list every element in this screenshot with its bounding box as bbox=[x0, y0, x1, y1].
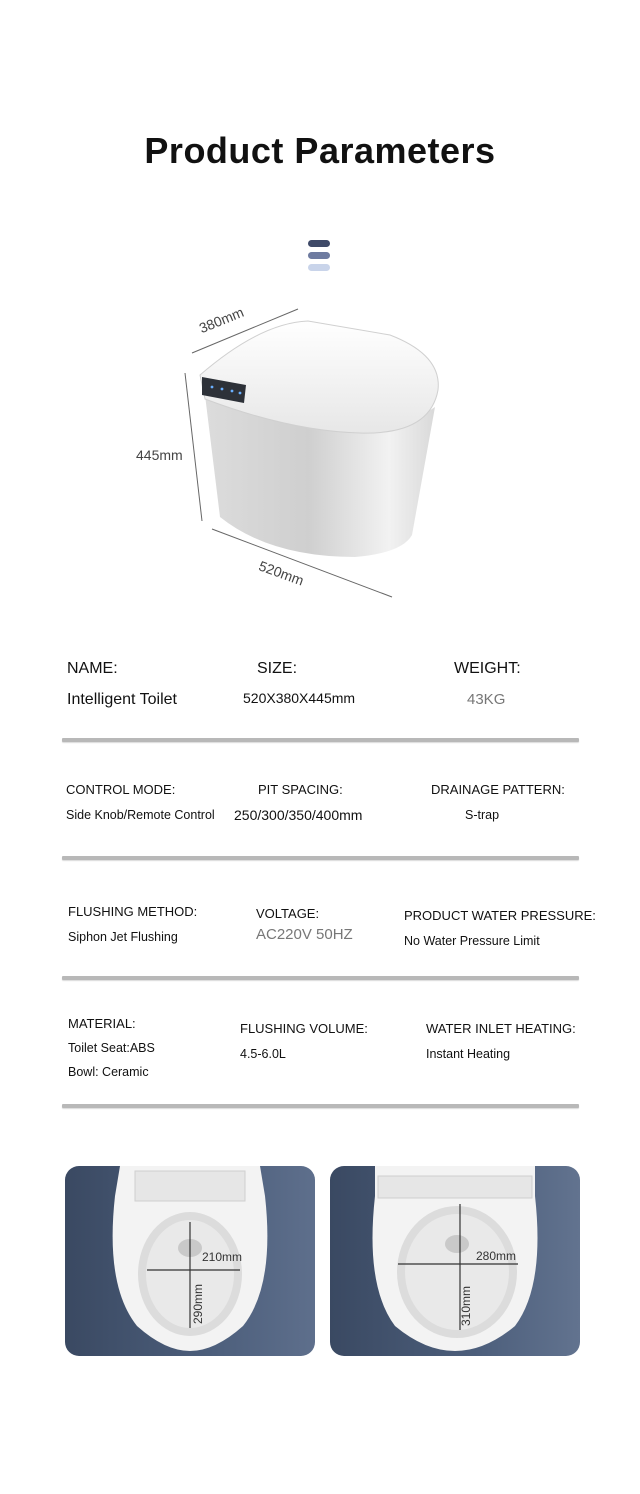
divider bbox=[62, 738, 579, 742]
voltage-label: VOLTAGE: bbox=[256, 906, 320, 921]
flushing-method-label: FLUSHING METHOD: bbox=[68, 904, 198, 919]
flushing-volume-label: FLUSHING VOLUME: bbox=[240, 1021, 368, 1036]
height-dimension-label: 445mm bbox=[136, 447, 183, 463]
length-dimension-label: 520mm bbox=[256, 557, 307, 589]
flushing-volume-value: 4.5-6.0L bbox=[240, 1047, 286, 1061]
control-mode-label: CONTROL MODE: bbox=[66, 782, 176, 797]
weight-value: 43KG bbox=[467, 691, 506, 708]
flushing-method-value: Siphon Jet Flushing bbox=[68, 930, 178, 944]
material-value-seat: Toilet Seat:ABS bbox=[68, 1041, 155, 1055]
bowl-depth-label-small: 290mm bbox=[191, 1283, 206, 1325]
size-label: SIZE: bbox=[257, 660, 298, 677]
control-mode-value: Side Knob/Remote Control bbox=[66, 808, 215, 822]
divider bbox=[62, 1104, 579, 1108]
color-swatches bbox=[308, 240, 330, 276]
material-value-bowl: Bowl: Ceramic bbox=[68, 1065, 149, 1079]
pit-spacing-value: 250/300/350/400mm bbox=[234, 807, 363, 823]
pit-spacing-label: PIT SPACING: bbox=[258, 782, 343, 797]
bowl-photo-large bbox=[330, 1166, 580, 1356]
water-inlet-heating-label: WATER INLET HEATING: bbox=[426, 1021, 576, 1036]
swatch-light bbox=[308, 264, 330, 271]
divider bbox=[62, 856, 579, 860]
width-dimension-label: 380mm bbox=[196, 303, 246, 337]
swatch-dark bbox=[308, 240, 330, 247]
name-value: Intelligent Toilet bbox=[67, 691, 177, 708]
name-label: NAME: bbox=[67, 660, 118, 677]
weight-label: WEIGHT: bbox=[454, 660, 521, 677]
size-value: 520X380X445mm bbox=[243, 690, 356, 706]
water-pressure-value: No Water Pressure Limit bbox=[404, 934, 540, 948]
divider bbox=[62, 976, 579, 980]
bowl-width-label-large: 280mm bbox=[476, 1249, 517, 1263]
voltage-value: AC220V 50HZ bbox=[256, 926, 353, 943]
bowl-width-label-small: 210mm bbox=[202, 1250, 243, 1264]
material-label: MATERIAL: bbox=[68, 1016, 136, 1031]
drainage-pattern-value: S-trap bbox=[465, 808, 500, 822]
water-pressure-label: PRODUCT WATER PRESSURE: bbox=[404, 908, 596, 923]
swatch-medium bbox=[308, 252, 330, 259]
water-inlet-heating-value: Instant Heating bbox=[426, 1047, 511, 1061]
page-title: Product Parameters bbox=[144, 130, 496, 171]
drainage-pattern-label: DRAINAGE PATTERN: bbox=[431, 782, 565, 797]
bowl-depth-label-large: 310mm bbox=[459, 1285, 474, 1327]
bowl-photo-small bbox=[65, 1166, 315, 1356]
